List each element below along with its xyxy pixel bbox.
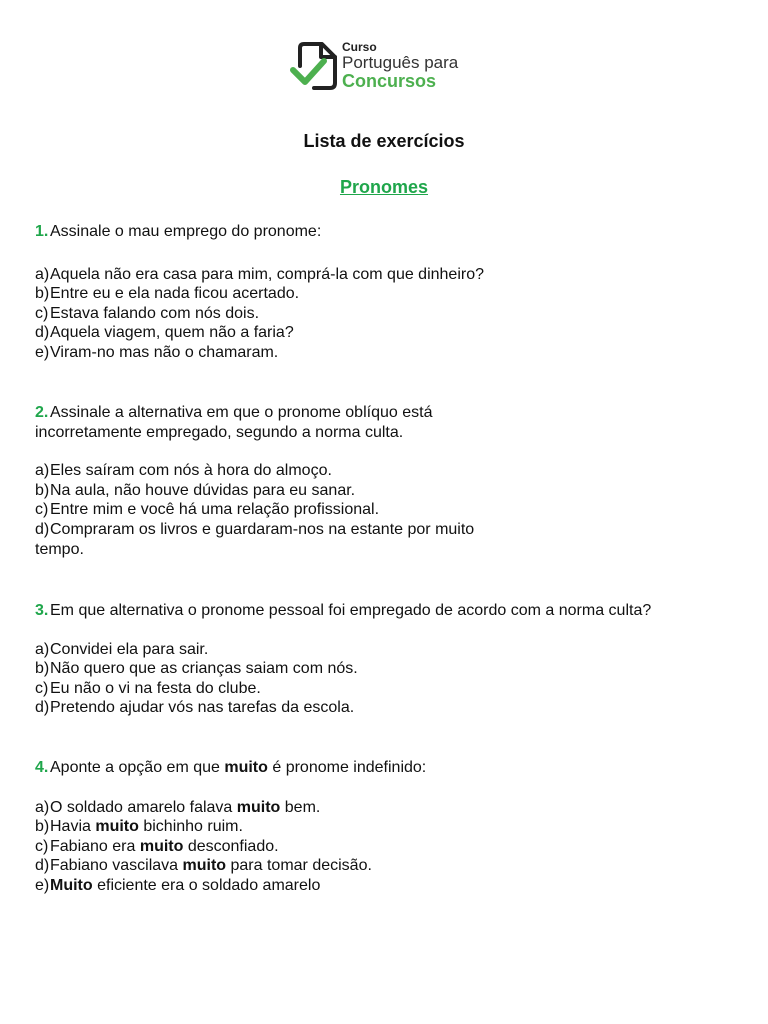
option-e	[35, 876, 735, 896]
option-label: b)	[35, 481, 50, 499]
options-list	[35, 461, 735, 559]
question-text	[35, 403, 735, 442]
page-title: Lista de exercícios	[303, 131, 465, 151]
logo-text-portugues-para: Português para	[342, 53, 459, 72]
question-number: 2.	[35, 404, 49, 421]
question-4	[35, 758, 735, 896]
option-label: b)	[35, 818, 50, 836]
question-1	[35, 222, 735, 363]
option-c	[35, 837, 735, 857]
option-a	[35, 265, 735, 285]
option-c	[35, 679, 735, 699]
option-label: a)	[35, 640, 50, 658]
option-text: Viram-no mas não o chamaram.	[50, 343, 279, 361]
emphasis-text: muito	[139, 837, 184, 855]
option-text: para tomar decisão.	[226, 857, 372, 875]
option-d	[35, 698, 735, 718]
question-text-part: Em que alternativa o pronome pessoal foi empregado de acordo com a norma culta?	[50, 602, 652, 619]
option-text: Entre mim e você há uma relação profissional.	[50, 501, 380, 519]
question-number: 3.	[35, 602, 49, 619]
option-c	[35, 500, 735, 520]
option-text: desconfiado.	[183, 837, 279, 855]
option-label: d)	[35, 520, 50, 538]
option-text: Compraram os livros e guardaram-nos na estante por muito tempo.	[35, 520, 475, 558]
option-label: e)	[35, 343, 50, 361]
option-text: Fabiano era	[50, 837, 140, 855]
option-a	[35, 798, 735, 818]
option-label: e)	[35, 876, 50, 894]
option-label: d)	[35, 857, 50, 875]
question-text-part: Assinale o mau emprego do pronome:	[50, 223, 322, 240]
question-text	[35, 222, 735, 242]
options-list	[35, 265, 735, 363]
option-text: Convidei ela para sair.	[50, 640, 209, 658]
option-label: d)	[35, 699, 50, 717]
option-label: c)	[35, 679, 49, 697]
question-number: 1.	[35, 223, 49, 240]
option-label: a)	[35, 798, 50, 816]
option-c	[35, 304, 735, 324]
option-text: Havia	[50, 818, 96, 836]
logo-text-curso: Curso	[342, 40, 377, 54]
question-2	[35, 403, 735, 559]
option-b	[35, 817, 735, 837]
options-list	[35, 640, 735, 718]
logo-text-concursos: Concursos	[342, 71, 437, 91]
emphasis-text: muito	[224, 759, 268, 776]
option-b	[35, 284, 735, 304]
option-text: Eles saíram com nós à hora do almoço.	[50, 462, 332, 480]
question-3	[35, 601, 735, 718]
question-text	[35, 758, 735, 778]
question-number: 4.	[35, 759, 49, 776]
option-d	[35, 856, 735, 876]
option-text: Aquela viagem, quem não a faria?	[50, 324, 294, 342]
option-text: eficiente era o soldado amarelo	[92, 876, 321, 894]
option-text: Estava falando com nós dois.	[50, 304, 260, 322]
option-text: Fabiano vascilava	[50, 857, 183, 875]
option-text: bem.	[280, 798, 321, 816]
document-check-icon	[288, 40, 338, 92]
option-text: O soldado amarelo falava	[50, 798, 237, 816]
option-text: bichinho ruim.	[138, 818, 243, 836]
option-b	[35, 659, 735, 679]
options-list	[35, 798, 735, 896]
option-d	[35, 323, 735, 343]
emphasis-text: muito	[95, 818, 139, 836]
option-text: Eu não o vi na festa do clube.	[50, 679, 261, 697]
option-text: Entre eu e ela nada ficou acertado.	[50, 285, 300, 303]
option-label: d)	[35, 324, 50, 342]
option-label: a)	[35, 265, 50, 283]
question-text-part: Aponte a opção em que	[50, 759, 225, 776]
question-text-part: é pronome indefinido:	[267, 759, 427, 776]
option-label: c)	[35, 304, 49, 322]
question-text-part: Assinale a alternativa em que o pronome oblíquo está incorretamente empregado, segundo a norma culta.	[35, 404, 433, 441]
option-label: b)	[35, 285, 50, 303]
emphasis-text: Muito	[50, 876, 93, 894]
option-label: a)	[35, 462, 50, 480]
option-a	[35, 640, 735, 660]
option-label: b)	[35, 660, 50, 678]
section-title: Pronomes	[339, 177, 429, 197]
option-label: c)	[35, 501, 49, 519]
question-text	[35, 601, 735, 621]
option-text: Pretendo ajudar vós nas tarefas da escola.	[50, 699, 355, 717]
option-text: Aquela não era casa para mim, comprá-la com que dinheiro?	[50, 265, 485, 283]
emphasis-text: muito	[182, 857, 227, 875]
option-label: c)	[35, 837, 49, 855]
emphasis-text: muito	[236, 798, 281, 816]
option-d	[35, 520, 735, 559]
logo	[0, 0, 768, 100]
option-e	[35, 343, 735, 363]
option-text: Na aula, não houve dúvidas para eu sanar.	[50, 481, 356, 499]
option-b	[35, 481, 735, 501]
option-a	[35, 461, 735, 481]
option-text: Não quero que as crianças saiam com nós.	[50, 660, 358, 678]
